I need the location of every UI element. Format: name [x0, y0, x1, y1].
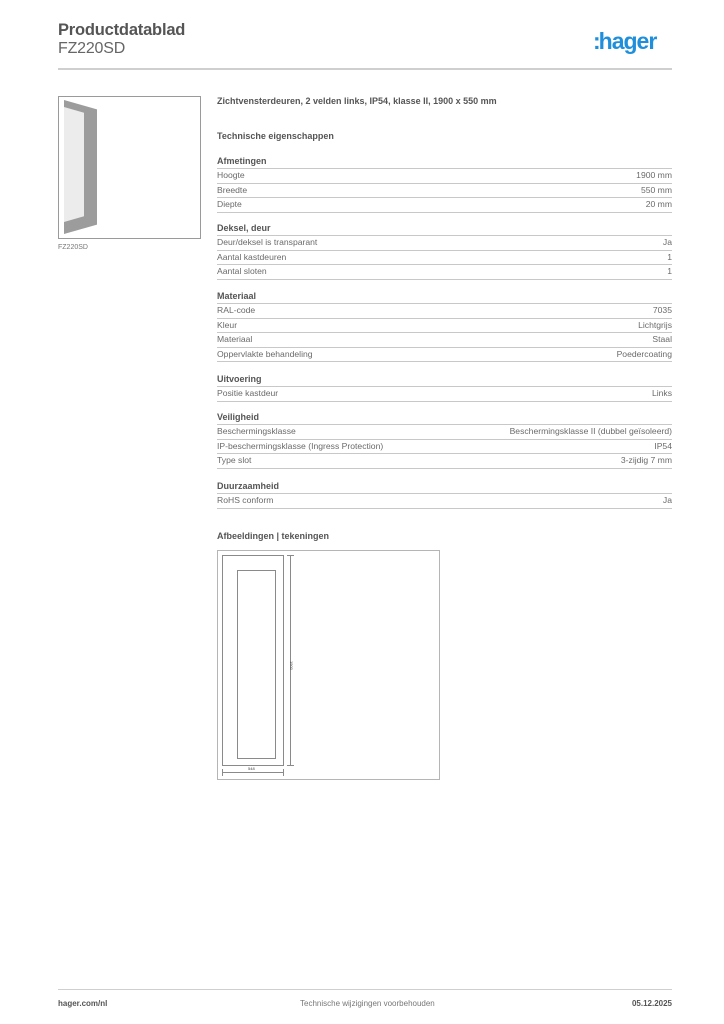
width-dimension-line [222, 772, 284, 773]
table-row: IP-beschermingsklasse (Ingress Protection) IP54 [217, 440, 672, 455]
footer-disclaimer: Technische wijzigingen voorbehouden [300, 999, 435, 1008]
table-row: Hoogte 1900 mm [217, 169, 672, 184]
table-row: Diepte 20 mm [217, 198, 672, 213]
door-window-icon [64, 107, 84, 222]
table-row: Materiaal Staal [217, 333, 672, 348]
table-row: Positie kastdeur Links [217, 387, 672, 402]
hager-logo: :hager [593, 28, 657, 54]
table-row: Kleur Lichtgrijs [217, 319, 672, 334]
product-description: Zichtvensterdeuren, 2 velden links, IP54, klasse II, 1900 x 550 mm [217, 96, 497, 106]
table-row: Deur/deksel is transparant Ja [217, 236, 672, 251]
dimension-tick [222, 769, 223, 776]
section-safety [217, 411, 672, 469]
table-row: RAL-code 7035 [217, 304, 672, 319]
table-row: Breedte 550 mm [217, 184, 672, 199]
height-dimension-label: 1900 [289, 661, 294, 670]
section-sustainability [217, 480, 672, 509]
dimension-tick [287, 765, 294, 766]
section-cover-door [217, 222, 672, 280]
product-code: FZ220SD [58, 40, 126, 57]
footer-date: 05.12.2025 [631, 999, 672, 1008]
product-image-caption: FZ220SD [58, 244, 88, 251]
page-title: Productdatablad [58, 21, 186, 39]
table-row: Aantal kastdeuren 1 [217, 251, 672, 266]
footer-website: hager.com/nl [58, 999, 108, 1008]
table-row: Beschermingsklasse Beschermingsklasse II (dubbel geïsoleerd) [217, 425, 672, 440]
dimension-tick [283, 769, 284, 776]
section-material [217, 290, 672, 362]
section-title: Afmetingen [217, 155, 672, 169]
table-row: Type slot 3-zijdig 7 mm [217, 454, 672, 469]
product-image [58, 96, 201, 239]
table-row: Aantal sloten 1 [217, 265, 672, 280]
section-execution [217, 373, 672, 402]
section-dimensions [217, 155, 672, 213]
table-row: RoHS conform Ja [217, 494, 672, 509]
section-title: Veiligheid [217, 411, 672, 425]
window-outline [237, 570, 276, 759]
section-title: Duurzaamheid [217, 480, 672, 494]
header-divider [58, 68, 672, 70]
technical-properties-heading: Technische eigenschappen [217, 131, 334, 141]
drawings-heading: Afbeeldingen | tekeningen [217, 531, 330, 541]
section-title: Uitvoering [217, 373, 672, 387]
footer-divider [58, 989, 672, 990]
section-title: Deksel, deur [217, 222, 672, 236]
technical-drawing [217, 550, 440, 780]
dimension-tick [287, 555, 294, 556]
table-row: Oppervlakte behandeling Poedercoating [217, 348, 672, 363]
width-dimension-label: 548 [248, 766, 255, 771]
section-title: Materiaal [217, 290, 672, 304]
